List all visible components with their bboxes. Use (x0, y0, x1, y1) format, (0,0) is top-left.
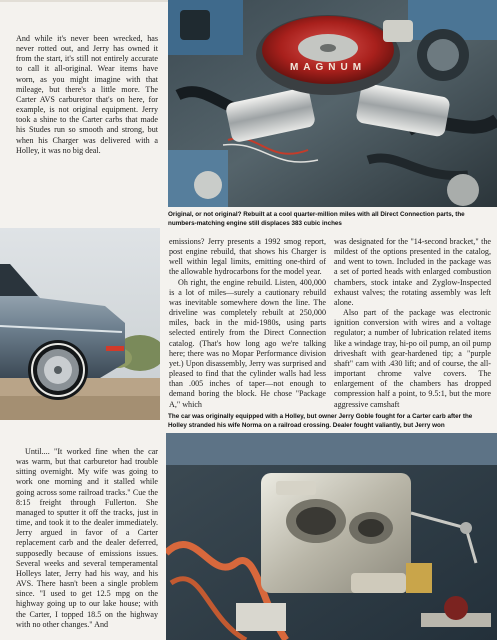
carburetor-photo (166, 433, 497, 640)
left-column-bottom-text (16, 447, 158, 630)
body-paragraph: Until.... "It worked fine when the car was warm, but that carburetor had trouble sitting overnight. My wife was going to work one morning and it stalled while going across some railroad tracks." Cue the 8:15 freight through Fullerton. She managed to sputter it off the tracks, just in time, and took it to the dealer immediately. Jerry argued in favor of a Carter replacement carb and the dealer deferred, supposedly because of emissions issues. Several weeks and several temperamental Holleys later, Jerry had his way, and his AVS. There hasn't been a single problem since. "I used to get 12.5 mpg on the highway going up to our lake house; with the Carter, I topped 18.5 on the highway with no other changes." And (16, 447, 158, 629)
air-cleaner-decal: MAGNUM (289, 62, 367, 73)
body-paragraph: And while it's never been wrecked, has never rotted out, and Jerry has owned it from the start, it's still not entirely accurate to call it all-original. Wear items have worn, as you might imagine with that mileage, but there's a little more. The Carter AVS carburetor that's on here, for example, is not original equipment. Jerry took a shine to the Carter carbs that made his Studes run so smooth and strong, but when his Charger was delivered with a Holley, it was no big deal. (16, 34, 158, 155)
middle-column-text (169, 237, 326, 410)
engine-photo-caption: Original, or not original? Rebuilt at a cool quarter-million miles with all Direct Connection parts, the numbers-matching engine still displaces 383 cubic inches (168, 211, 465, 227)
body-paragraph: Also part of the package was electronic ignition conversion with wires and a voltage regulator; a number of lubrication related items like a windage tray, hi-po oil pump, an oil pump driveshaft with gear-hardened tip; a "purple shaft" cam with .430 lift; and of course, the all-important chrome valve covers. The enlargement of the chambers has dropped compression half a point, to 9.5:1, but the more aggressive camshaft (334, 308, 491, 409)
body-paragraph: emissions? Jerry presents a 1992 smog report, post engine rebuild, that shows his Charger is well within legal limits, emitting one-third of the allowable hydrocarbons for the model year. (169, 237, 326, 277)
body-paragraph: was designated for the "14-second bracket," the mildest of the options presented in the catalog, and went to town. Included in the package was a set of ported heads with enlarged combustion chambers, stock intake and Zyglow-Inspected exhaust valves; the rotating assembly was left alone. (334, 237, 491, 307)
engine-bay-photo (168, 0, 497, 207)
left-column-top-text (16, 34, 158, 156)
right-column-text (334, 237, 491, 410)
car-side-photo (0, 228, 160, 420)
carb-photo-caption: The car was originally equipped with a Holley, but owner Jerry Goble fought for a Carter carb after the Holley stranded his wife Norma on a railroad crossing. Dealer fought valiantly, but Jerry won (168, 413, 473, 429)
body-paragraph: Oh right, the engine rebuild. Listen, 400,000 is a lot of miles—surely a cautionary rebuild was inevitable somewhere down the line. The driveline was completely rebuilt at 250,000 miles, back in the mid-1980s, using parts selected entirely from the Direct Connection catalog. (That's how long ago we're talking here; there was no Mopar Performance division yet.) Upon disassembly, Jerry was surprised and pleased to find that the cylinder walls had less than .005 inches of taper—not enough to demand boring the block. He chose "Package A," which (169, 277, 326, 409)
